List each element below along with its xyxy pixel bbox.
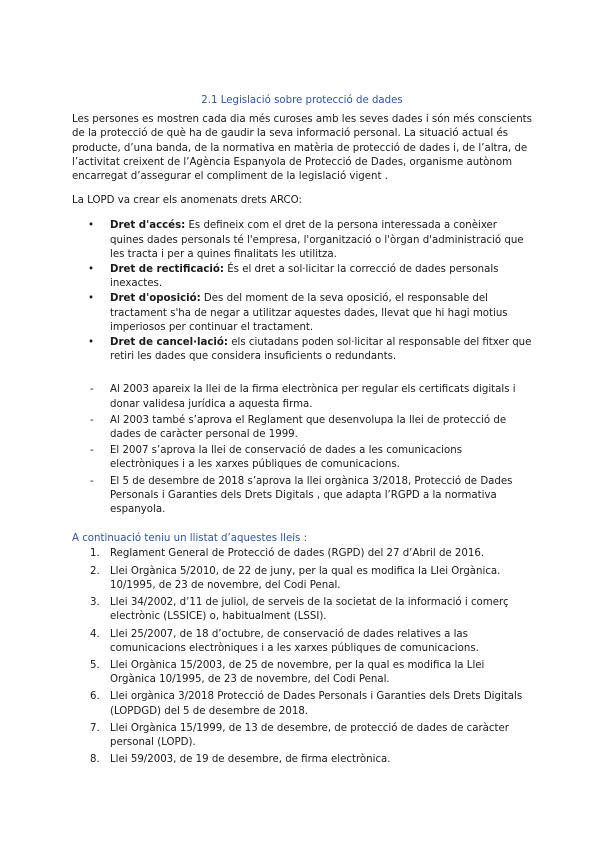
item-number: 4. — [90, 628, 100, 640]
item-number: 7. — [90, 722, 100, 734]
bullet-icon: • — [88, 337, 95, 349]
list-item — [72, 690, 532, 718]
list-item — [72, 596, 532, 624]
list-item — [72, 753, 532, 767]
list-item — [72, 219, 532, 262]
laws-list — [72, 547, 532, 767]
list-item — [72, 659, 532, 687]
right-term: Dret de cancel·lació: — [110, 337, 229, 349]
list-item — [72, 336, 532, 364]
bullet-icon: • — [88, 264, 95, 276]
law-text: Reglament General de Protecció de dades (RGPD) del 27 d’Abril de 2016. — [110, 548, 485, 560]
law-text: Llei Orgànica 5/2010, de 22 de juny, per la qual es modifica la Llei Orgànica. 10/1995, de 23 de novembre, del Codi Penal. — [110, 565, 501, 591]
item-number: 5. — [90, 659, 100, 671]
timeline-text: Al 2003 apareix la llei de la firma electrònica per regular els certificats digitals i donar validesa jurídica a aquesta firma. — [110, 384, 516, 410]
right-text: Des del moment de la seva oposició, el responsable del tractament s'ha de negar a utilitzar aquestes dades, llevat que hi hagi motius imperiosos per continuar el tractament. — [110, 293, 508, 333]
law-text: Llei 25/2007, de 18 d’octubre, de conservació de dades relatives a las comunicacions electròniques i a les xarxes públiques de comunicacions. — [110, 628, 479, 654]
arco-intro-paragraph: La LOPD va crear els anomenats drets ARCO: — [72, 195, 302, 207]
list-item — [72, 444, 532, 472]
arco-rights-list — [72, 219, 532, 364]
list-item — [72, 414, 532, 442]
dash-icon: - — [90, 384, 94, 396]
bullet-icon: • — [88, 293, 95, 305]
bullet-icon: • — [88, 220, 95, 232]
intro-paragraph: Les persones es mostren cada dia més curoses amb les seves dades i són més conscients de la protecció de què ha de gaudir la seva informació personal. La situació actual és producte, d’una banda, de la normativa en matèria de protecció de dades i, de l’altra, de l’activitat creixent de l’Agència Espanyola de Protecció de Dades, organisme autònom encarregat d’assegurar el compliment de la legislació vigent . — [72, 114, 532, 183]
law-text: Llei Orgànica 15/2003, de 25 de novembre, per la qual es modifica la Llei Orgànica 10/1995, de 23 de novembre, del Codi Penal. — [110, 659, 485, 686]
timeline-text: El 5 de desembre de 2018 s’aprova la llei orgànica 3/2018, Protecció de Dades Personals i Garanties dels Drets Digitals , que adapta l’RGPD a la normativa espanyola. — [110, 475, 513, 516]
right-term: Dret d'accés: — [110, 220, 186, 232]
list-item — [72, 628, 532, 656]
law-text: Llei 59/2003, de 19 de desembre, de firma electrònica. — [110, 754, 391, 766]
right-text: Es defineix com el dret de la persona interessada a conèixer quines dades personals té l'empresa, l'organització o l'òrgan d'administració que les tracta i per a quines finalitats les utilitza. — [110, 220, 524, 260]
list-item — [72, 722, 532, 750]
right-term: Dret d'oposició: — [110, 293, 201, 305]
list-item — [72, 547, 532, 561]
law-text: Llei 34/2002, d’11 de juliol, de serveis de la societat de la informació i comerç electrònic (LSSICE) o, habitualment (LSSI). — [110, 597, 509, 623]
list-item — [72, 475, 532, 518]
dash-icon: - — [90, 414, 94, 426]
item-number: 8. — [90, 754, 100, 766]
dash-icon: - — [90, 475, 94, 487]
item-number: 1. — [90, 548, 100, 560]
item-number: 2. — [90, 565, 100, 577]
right-text: És el dret a sol·licitar la correcció de dades personals inexactes. — [110, 264, 499, 290]
right-term: Dret de rectificació: — [110, 264, 224, 276]
timeline-list — [72, 383, 532, 517]
section-heading: 2.1 Legislació sobre protecció de dades — [201, 95, 403, 106]
document-page — [72, 94, 532, 770]
dash-icon: - — [90, 445, 94, 457]
law-text: Llei orgànica 3/2018 Protecció de Dades Personals i Garanties dels Drets Digitals (LOPDGD) del 5 de desembre de 2018. — [110, 691, 523, 717]
right-text: els ciutadans poden sol·licitar al responsable del fitxer que retiri les dades que considera insuficients o redundants. — [110, 337, 532, 363]
item-number: 6. — [90, 691, 100, 703]
list-item — [72, 383, 532, 411]
list-item — [72, 565, 532, 593]
list-item — [72, 263, 532, 291]
laws-heading: A continuació teniu un llistat d’aquestes lleis : — [72, 533, 308, 545]
law-text: Llei Orgànica 15/1999, de 13 de desembre, de protecció de dades de caràcter personal (LOPD). — [110, 722, 509, 748]
timeline-text: Al 2003 també s’aprova el Reglament que desenvolupa la llei de protecció de dades de caràcter personal de 1999. — [110, 414, 507, 441]
item-number: 3. — [90, 597, 100, 609]
list-item — [72, 292, 532, 335]
timeline-text: El 2007 s’aprova la llei de conservació de dades a les comunicacions electròniques i a les xarxes públiques de comunicacions. — [110, 445, 463, 471]
